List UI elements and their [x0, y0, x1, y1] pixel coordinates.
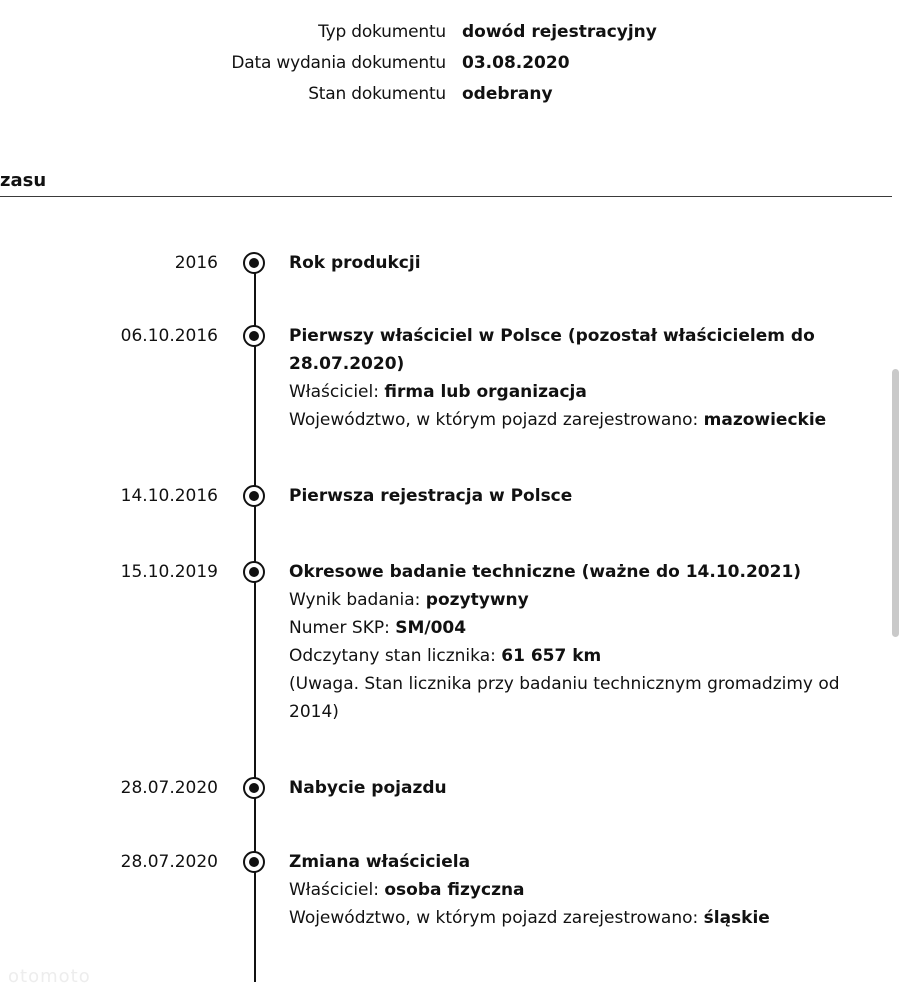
event-date: 06.10.2016 [120, 326, 218, 346]
document-status-row [0, 78, 700, 109]
detail-label: Właściciel: [289, 382, 385, 402]
vertical-scrollbar-thumb[interactable] [892, 369, 899, 637]
document-status-label: Stan dokumentu [308, 83, 446, 104]
document-info [0, 16, 700, 109]
document-status-value: odebrany [462, 83, 553, 104]
timeline-marker-icon [243, 325, 265, 347]
section-title: zasu [0, 170, 47, 191]
event-body [289, 249, 849, 277]
detail-label: Numer SKP: [289, 618, 396, 638]
detail-label: Wynik badania: [289, 590, 426, 610]
detail-value: SM/004 [395, 618, 467, 638]
event-detail-odometer [289, 642, 849, 670]
event-title: Pierwszy właściciel w Polsce (pozostał właścicielem do 28.07.2020) [289, 326, 815, 374]
detail-label: Odczytany stan licznika: [289, 646, 502, 666]
detail-label: Województwo, w którym pojazd zarejestrowano: [289, 908, 704, 928]
timeline-marker-icon [243, 252, 265, 274]
timeline-marker-icon [243, 777, 265, 799]
detail-value: śląskie [703, 908, 770, 928]
event-date: 28.07.2020 [120, 852, 218, 872]
detail-value: pozytywny [425, 590, 529, 610]
timeline-marker-icon [243, 485, 265, 507]
event-title: Nabycie pojazdu [289, 778, 447, 798]
detail-label: (Uwaga. Stan licznika przy badaniu technicznym gromadzimy od 2014) [289, 674, 840, 722]
event-date: 14.10.2016 [120, 486, 218, 506]
timeline-line [254, 262, 256, 982]
document-type-row [0, 16, 700, 47]
detail-value: 61 657 km [501, 646, 602, 666]
document-type-label: Typ dokumentu [318, 21, 446, 42]
event-body [289, 558, 849, 726]
event-title: Zmiana właściciela [289, 852, 471, 872]
event-detail-skp-number [289, 614, 849, 642]
event-title: Pierwsza rejestracja w Polsce [289, 486, 573, 506]
watermark-logo: otomoto [8, 966, 91, 987]
detail-label: Właściciel: [289, 880, 385, 900]
event-body [289, 848, 849, 932]
event-body [289, 482, 849, 510]
event-detail-owner [289, 378, 849, 406]
event-detail-result [289, 586, 849, 614]
detail-label: Województwo, w którym pojazd zarejestrowano: [289, 410, 704, 430]
timeline-marker-icon [243, 561, 265, 583]
event-detail-voivodeship [289, 406, 849, 434]
document-issue-date-label: Data wydania dokumentu [231, 52, 446, 73]
detail-value: firma lub organizacja [384, 382, 587, 402]
event-date: 28.07.2020 [120, 778, 218, 798]
document-type-value: dowód rejestracyjny [462, 21, 657, 42]
event-title: Rok produkcji [289, 253, 421, 273]
detail-value: mazowieckie [703, 410, 827, 430]
event-detail-odometer-note [289, 670, 849, 726]
event-body [289, 774, 849, 802]
event-detail-owner [289, 876, 849, 904]
timeline-marker-icon [243, 851, 265, 873]
event-date: 15.10.2019 [120, 562, 218, 582]
event-date: 2016 [174, 253, 218, 273]
event-body [289, 322, 849, 434]
document-issue-date-row [0, 47, 700, 78]
document-issue-date-value: 03.08.2020 [462, 52, 570, 73]
detail-value: osoba fizyczna [384, 880, 525, 900]
event-title: Okresowe badanie techniczne (ważne do 14.10.2021) [289, 562, 802, 582]
event-detail-voivodeship [289, 904, 849, 932]
section-divider [0, 196, 892, 197]
